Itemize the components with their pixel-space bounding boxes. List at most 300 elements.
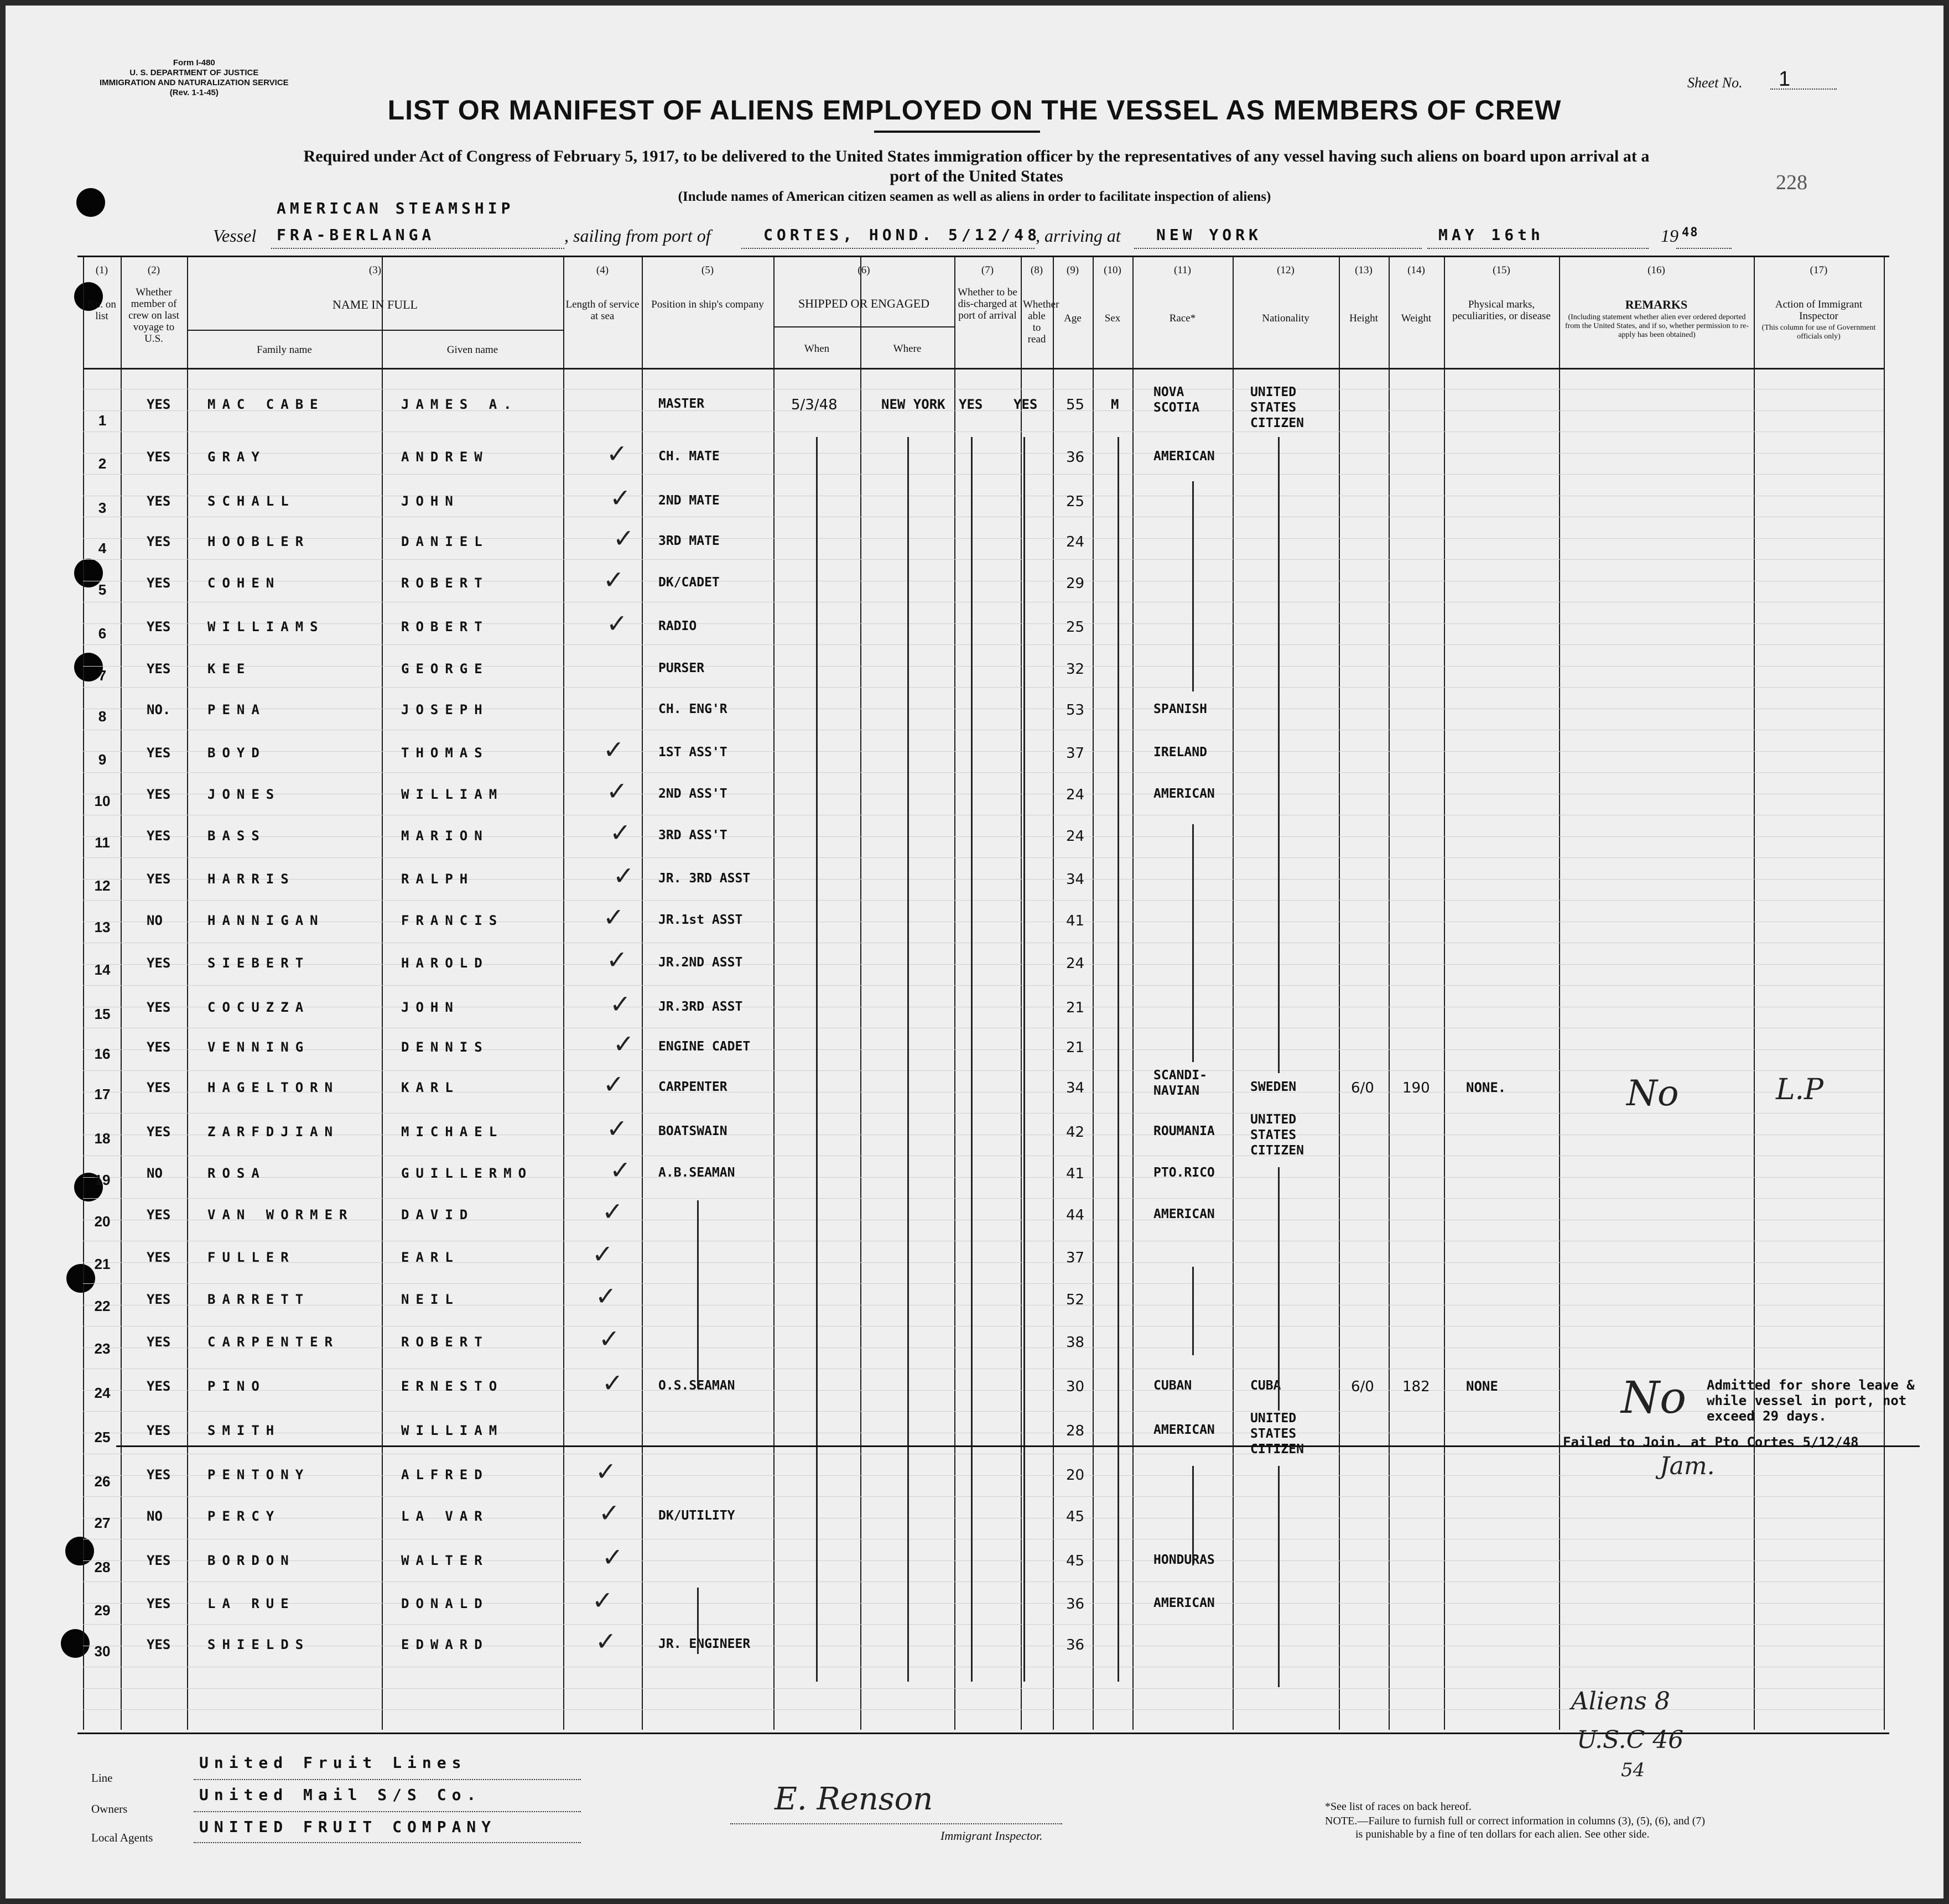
crew-table — [77, 256, 1889, 1734]
cell-age: 37 — [1066, 1250, 1085, 1266]
cell-family: HARRIS — [207, 871, 295, 887]
cell-nat: UNITED STATES CITIZEN — [1250, 1112, 1304, 1158]
cell-age: 20 — [1066, 1467, 1085, 1484]
cell-crew: NO — [147, 1166, 163, 1181]
arrival-date: MAY 16th — [1438, 226, 1544, 244]
check-mark-icon: ✓ — [599, 1498, 620, 1528]
cell-age: 29 — [1066, 575, 1085, 592]
service-name: IMMIGRATION AND NATURALIZATION SERVICE — [100, 78, 289, 87]
row-rule — [83, 772, 1884, 773]
cell-race: AMERICAN — [1153, 1596, 1215, 1610]
cell-race: AMERICAN — [1153, 787, 1215, 801]
row-number: 14 — [94, 961, 111, 978]
cell-given: JAMES A. — [401, 397, 518, 412]
vessel-type: AMERICAN STEAMSHIP — [277, 199, 514, 217]
cell-disch: YES — [959, 397, 983, 412]
cell-crew: YES — [147, 397, 171, 412]
row-rule — [83, 559, 1884, 560]
penalty-note-line2: is punishable by a fine of ten dollars for each alien. See other side. — [1355, 1828, 1650, 1840]
cell-family: PINO — [207, 1378, 266, 1394]
cell-weight: 182 — [1402, 1378, 1430, 1395]
action-row-24: Admitted for shore leave & while vessel in port, not exceed 29 days. — [1707, 1377, 1915, 1424]
cell-nat: UNITED STATES CITIZEN — [1250, 1411, 1304, 1456]
cell-given: DONALD — [401, 1596, 489, 1611]
cell-pos: CARPENTER — [658, 1080, 727, 1094]
cell-given: ROBERT — [401, 1334, 489, 1350]
cell-race: SPANISH — [1153, 702, 1207, 716]
row-rule — [83, 1198, 1884, 1199]
header-number-c16: (16) — [1647, 264, 1665, 276]
row-rule — [83, 431, 1884, 432]
row-number: 28 — [94, 1559, 111, 1575]
row-number: 19 — [94, 1172, 111, 1188]
sheet-line — [1770, 89, 1837, 90]
cell-age: 32 — [1066, 661, 1085, 678]
header-number-c5_num: (5) — [701, 264, 714, 276]
cell-given: GEORGE — [401, 661, 489, 677]
check-mark-icon: ✓ — [603, 735, 625, 764]
form-number: Form I-480 — [173, 58, 215, 67]
cell-crew: YES — [147, 745, 171, 761]
check-mark-icon: ✓ — [613, 1029, 635, 1059]
arrival-date-line — [1427, 248, 1649, 249]
ditto-mark-pos-a — [697, 1200, 699, 1388]
row-number: 22 — [94, 1298, 111, 1314]
header-c6b: Where — [893, 343, 922, 355]
row-number: 4 — [98, 540, 107, 556]
header-number-c10_num: (10) — [1104, 264, 1121, 276]
cell-pos: 3RD MATE — [658, 534, 720, 548]
initials-row-25: Jam. — [1660, 1452, 1715, 1480]
year-suffix: 48 — [1682, 226, 1699, 240]
cell-crew: YES — [147, 1378, 171, 1394]
cell-race: PTO.RICO — [1153, 1166, 1215, 1180]
port-to-line — [1134, 248, 1422, 249]
race-note: *See list of races on back hereof. — [1325, 1801, 1472, 1813]
cell-age: 45 — [1066, 1553, 1085, 1569]
cell-pos: PURSER — [658, 661, 705, 675]
header-c1: No. on list — [87, 299, 116, 322]
row-rule — [83, 410, 1884, 411]
sheet-label: Sheet No. — [1687, 75, 1743, 91]
ditto-mark-discharge — [971, 437, 973, 1682]
check-mark-icon: ✓ — [606, 608, 628, 638]
column-divider — [1021, 257, 1022, 1730]
column-divider — [1053, 257, 1054, 1730]
row-number: 8 — [98, 708, 107, 725]
cell-crew: YES — [147, 1553, 171, 1568]
check-mark-icon: ✓ — [606, 776, 628, 806]
cell-family: SIEBERT — [207, 955, 310, 971]
row-number: 7 — [98, 667, 107, 684]
row-number: 6 — [98, 625, 107, 642]
row-rule — [83, 836, 1884, 837]
row-rule — [83, 964, 1884, 965]
year-line — [1676, 248, 1732, 249]
line-label: Line — [91, 1771, 113, 1785]
cell-given: DAVID — [401, 1207, 475, 1222]
cell-family: PENA — [207, 702, 266, 717]
cell-pos: CH. MATE — [658, 449, 720, 464]
cell-family: BASS — [207, 828, 266, 844]
header-c16: REMARKS — [1625, 298, 1688, 311]
cell-age: 24 — [1066, 828, 1085, 845]
cell-race: AMERICAN — [1153, 1207, 1215, 1221]
cell-crew: YES — [147, 1292, 171, 1307]
check-mark-icon: ✓ — [610, 818, 631, 847]
inspector-label: Immigrant Inspector. — [940, 1829, 1043, 1843]
row-number: 29 — [94, 1602, 111, 1619]
cell-age: 21 — [1066, 1000, 1085, 1016]
cell-pos: JR.3RD ASST — [658, 1000, 743, 1014]
title-underline — [874, 131, 1040, 133]
column-divider — [1093, 257, 1094, 1730]
cell-given: KARL — [401, 1080, 460, 1095]
cell-crew: YES — [147, 871, 171, 887]
cell-given: ALFRED — [401, 1467, 489, 1482]
row-number: 26 — [94, 1473, 111, 1490]
cell-given: ROBERT — [401, 619, 489, 634]
header-number-c17: (17) — [1810, 264, 1828, 276]
cell-family: HANNIGAN — [207, 913, 325, 928]
cell-given: MARION — [401, 828, 489, 844]
cell-family: PERCY — [207, 1508, 281, 1524]
cell-given: RALPH — [401, 871, 475, 887]
cell-nat: CUBA — [1250, 1378, 1281, 1393]
header-number-c1_num: (1) — [95, 264, 108, 276]
cell-pos: MASTER — [658, 397, 705, 411]
ditto-mark-sex — [1118, 437, 1119, 1682]
cell-crew: YES — [147, 575, 171, 591]
check-mark-icon: ✓ — [603, 1069, 625, 1099]
cell-age: 34 — [1066, 871, 1085, 888]
cell-pos: ENGINE CADET — [658, 1039, 751, 1054]
cell-pos: 2ND MATE — [658, 493, 720, 508]
cell-given: DENNIS — [401, 1039, 489, 1055]
cell-age: 24 — [1066, 534, 1085, 550]
header-number-c3: (3) — [368, 264, 382, 276]
header-number-c7_num: (7) — [981, 264, 994, 276]
remark-row-17: No — [1626, 1073, 1679, 1114]
cell-age: 37 — [1066, 745, 1085, 762]
row-rule — [83, 1070, 1884, 1071]
ditto-mark-nat-c — [1278, 1466, 1280, 1687]
ditto-mark-pos-b — [697, 1588, 699, 1654]
row-rule — [83, 1624, 1884, 1625]
header-c4: Length of service at sea — [565, 299, 640, 322]
cell-race: ROUMANIA — [1153, 1124, 1215, 1138]
check-mark-icon: ✓ — [602, 1542, 623, 1572]
cell-age: 42 — [1066, 1124, 1085, 1141]
row-number: 13 — [94, 919, 111, 935]
header-c7: Whether to be dis-charged at port of arrival — [958, 287, 1017, 321]
cell-race: AMERICAN — [1153, 1423, 1215, 1437]
header-c15: Physical marks, peculiarities, or disease — [1452, 299, 1551, 322]
cell-age: 36 — [1066, 449, 1085, 466]
header-number-c4_num: (4) — [596, 264, 609, 276]
cell-given: WILLIAM — [401, 787, 504, 802]
cell-crew: YES — [147, 534, 171, 549]
include-note: (Include names of American citizen seamen as well as aliens in order to facilitate inspection of aliens) — [678, 189, 1271, 204]
cell-family: MAC CABE — [207, 397, 325, 412]
cell-given: ERNESTO — [401, 1378, 504, 1394]
cell-given: MICHAEL — [401, 1124, 504, 1140]
cell-age: 38 — [1066, 1334, 1085, 1351]
header-number-c11_num: (11) — [1174, 264, 1191, 276]
cell-crew: NO — [147, 913, 163, 928]
row-number: 9 — [98, 751, 107, 768]
header-c11: Race* — [1169, 313, 1196, 324]
cell-given: EDWARD — [401, 1637, 489, 1652]
cell-age: 55 — [1066, 397, 1085, 413]
cell-pos: JR. 3RD ASST — [658, 871, 751, 886]
cell-race: HONDURAS — [1153, 1553, 1215, 1567]
cell-given: GUILLERMO — [401, 1166, 533, 1181]
row-number: 20 — [94, 1213, 111, 1230]
cell-family: ROSA — [207, 1166, 266, 1181]
column-divider — [1339, 257, 1340, 1730]
cell-race: NOVA SCOTIA — [1153, 385, 1200, 415]
vessel-label: Vessel — [213, 226, 257, 246]
requirement-text — [133, 147, 1820, 186]
check-mark-icon: ✓ — [610, 989, 631, 1019]
column-divider — [563, 257, 564, 1730]
cell-pos: BOATSWAIN — [658, 1124, 727, 1138]
check-mark-icon: ✓ — [595, 1281, 617, 1311]
cell-crew: YES — [147, 449, 171, 465]
cell-crew: NO. — [147, 702, 171, 717]
cell-age: 24 — [1066, 787, 1085, 803]
agents-rule — [194, 1842, 581, 1843]
port-from-line — [741, 248, 1035, 249]
cell-pos: CH. ENG'R — [658, 702, 727, 716]
check-mark-icon: ✓ — [610, 1155, 631, 1185]
cell-crew: YES — [147, 1207, 171, 1222]
cell-family: VENNING — [207, 1039, 310, 1055]
column-divider — [382, 257, 383, 1730]
header-c3: NAME IN FULL — [332, 298, 418, 311]
row-rule — [83, 687, 1884, 688]
cell-pos: O.S.SEAMAN — [658, 1378, 735, 1393]
header-c3b: Given name — [446, 344, 498, 356]
cell-given: ROBERT — [401, 575, 489, 591]
cell-race: IRELAND — [1153, 745, 1207, 759]
header-number-c15_num: (15) — [1493, 264, 1510, 276]
row-rule — [83, 1262, 1884, 1263]
header-c6a: When — [804, 343, 830, 355]
header-c9: Age — [1064, 313, 1082, 324]
form-revision: (Rev. 1-1-45) — [169, 88, 219, 97]
cell-crew: YES — [147, 828, 171, 844]
ditto-mark-when — [816, 437, 818, 1682]
penalty-note-line1: NOTE.—Failure to furnish full or correct information in columns (3), (5), (6), and (7) — [1325, 1815, 1706, 1827]
cell-age: 25 — [1066, 493, 1085, 510]
row-number: 27 — [94, 1515, 111, 1531]
row-number: 23 — [94, 1340, 111, 1357]
row-number: 3 — [98, 500, 107, 516]
cell-given: ANDREW — [401, 449, 489, 465]
row-rule — [83, 1113, 1884, 1114]
column-divider — [1559, 257, 1560, 1730]
cell-age: 25 — [1066, 619, 1085, 636]
cell-crew: YES — [147, 1596, 171, 1611]
cell-crew: YES — [147, 1080, 171, 1095]
cell-family: PENTONY — [207, 1467, 310, 1482]
cell-family: LA RUE — [207, 1596, 295, 1611]
cell-family: COCUZZA — [207, 1000, 310, 1015]
ditto-mark-race-c — [1192, 1267, 1194, 1355]
cell-where: NEW YORK — [881, 397, 945, 412]
column-divider — [860, 257, 861, 1730]
header-c14: Weight — [1401, 313, 1432, 324]
header-c12: Nationality — [1262, 313, 1309, 324]
cell-family: JONES — [207, 787, 281, 802]
row-rule — [83, 1603, 1884, 1604]
header-c10: Sex — [1104, 313, 1121, 324]
row-rule — [83, 623, 1884, 624]
check-mark-icon: ✓ — [606, 1114, 628, 1143]
year-prefix: 19 — [1661, 226, 1678, 246]
tally-usc: U.S.C 46 — [1577, 1726, 1684, 1754]
cell-race: AMERICAN — [1153, 449, 1215, 464]
check-mark-icon: ✓ — [613, 523, 635, 553]
ditto-mark-race-d — [1192, 1466, 1194, 1565]
column-divider — [83, 257, 84, 1730]
ditto-mark-race-a — [1192, 481, 1194, 691]
row-rule — [83, 857, 1884, 858]
row-number: 16 — [94, 1045, 111, 1062]
row-rule — [83, 644, 1884, 645]
manifest-page — [6, 6, 1943, 1898]
cell-family: HOOBLER — [207, 534, 310, 549]
header-number-c2_num: (2) — [147, 264, 160, 276]
row-number: 17 — [94, 1086, 111, 1102]
cell-age: 52 — [1066, 1292, 1085, 1308]
cell-crew: YES — [147, 1000, 171, 1015]
cell-pos: A.B.SEAMAN — [658, 1166, 735, 1180]
cell-given: WALTER — [401, 1553, 489, 1568]
column-divider — [1444, 257, 1445, 1730]
cell-crew: YES — [147, 1039, 171, 1055]
cell-age: 53 — [1066, 702, 1085, 719]
header-number-c14_num: (14) — [1407, 264, 1425, 276]
agents-label: Local Agents — [91, 1831, 153, 1844]
port-from: CORTES, HOND. 5/12/48 — [763, 226, 1041, 244]
row-rule — [773, 326, 954, 327]
cell-crew: YES — [147, 1124, 171, 1140]
ditto-mark-nat-b — [1278, 1167, 1280, 1411]
row-rule — [83, 1049, 1884, 1050]
cell-pos: DK/CADET — [658, 575, 720, 590]
cell-pos: 2ND ASS'T — [658, 787, 727, 801]
row-number: 2 — [98, 455, 107, 472]
header-c3a: Family name — [257, 344, 312, 356]
cell-height: 6/0 — [1351, 1378, 1374, 1395]
owners-label: Owners — [91, 1802, 128, 1815]
check-mark-icon: ✓ — [592, 1585, 614, 1615]
inspector-signature: E. Renson — [775, 1781, 933, 1817]
check-mark-icon: ✓ — [602, 1196, 623, 1226]
cell-family: KEE — [207, 661, 252, 677]
row-number: 18 — [94, 1130, 111, 1147]
header-c5: Position in ship's company — [651, 299, 764, 310]
owners-value: United Mail S/S Co. — [199, 1786, 482, 1804]
row-number: 30 — [94, 1643, 111, 1660]
header-number-c12_num: (12) — [1277, 264, 1295, 276]
row-rule — [83, 1496, 1884, 1497]
row-number: 11 — [95, 834, 110, 851]
check-mark-icon: ✓ — [595, 1456, 617, 1486]
column-divider — [642, 257, 643, 1730]
header-number-c8_num: (8) — [1030, 264, 1043, 276]
arriving-label: , arriving at — [1036, 226, 1121, 246]
ditto-mark-where — [907, 437, 909, 1682]
row-rule — [83, 900, 1884, 901]
row-rule — [83, 453, 1884, 454]
cell-family: COHEN — [207, 575, 281, 591]
cell-race: SCANDI- NAVIAN — [1153, 1068, 1207, 1098]
column-divider — [1233, 257, 1234, 1730]
cell-family: ZARFDJIAN — [207, 1124, 340, 1140]
requirement-line2: port of the United States — [890, 167, 1063, 185]
row-rule — [83, 538, 1884, 539]
cell-weight: 190 — [1402, 1080, 1430, 1096]
cell-given: EARL — [401, 1250, 460, 1265]
column-divider — [1132, 257, 1134, 1730]
column-divider — [121, 257, 122, 1730]
cell-given: THOMAS — [401, 745, 489, 761]
cell-crew: YES — [147, 955, 171, 971]
requirement-line1: Required under Act of Congress of February 5, 1917, to be delivered to the United States immigration officer by the representatives of any vessel having such aliens on board upon arrival at a — [303, 147, 1650, 165]
cell-family: BARRETT — [207, 1292, 310, 1307]
cell-pos: 3RD ASS'T — [658, 828, 727, 842]
cell-pos: JR.1st ASST — [658, 913, 743, 927]
row-number: 21 — [94, 1256, 111, 1272]
cell-age: 24 — [1066, 955, 1085, 972]
cell-crew: YES — [147, 619, 171, 634]
cell-family: SHIELDS — [207, 1637, 310, 1652]
cell-pos: 1ST ASS'T — [658, 745, 727, 759]
ditto-mark-read — [1023, 437, 1025, 1682]
row-number: 12 — [94, 877, 111, 894]
check-mark-icon: ✓ — [606, 945, 628, 975]
check-mark-icon: ✓ — [592, 1239, 614, 1269]
cell-family: WILLIAMS — [207, 619, 325, 634]
cell-family: GRAY — [207, 449, 266, 465]
department-name: U. S. DEPARTMENT OF JUSTICE — [129, 68, 259, 77]
column-divider — [1389, 257, 1390, 1730]
agents-value: UNITED FRUIT COMPANY — [199, 1818, 497, 1836]
cell-age: 45 — [1066, 1508, 1085, 1525]
vessel-line — [271, 248, 564, 249]
cell-read: YES — [1014, 397, 1038, 412]
cell-age: 36 — [1066, 1637, 1085, 1653]
cell-family: HAGELTORN — [207, 1080, 340, 1095]
row-rule — [83, 1411, 1884, 1412]
cell-family: BORDON — [207, 1553, 295, 1568]
cell-height: 6/0 — [1351, 1080, 1374, 1096]
ditto-mark-race-b — [1192, 824, 1194, 1062]
cell-sex: M — [1111, 397, 1119, 412]
cell-crew: NO — [147, 1508, 163, 1524]
check-mark-icon: ✓ — [606, 439, 628, 469]
cell-age: 41 — [1066, 1166, 1085, 1182]
header-c8: Whether able to read — [1023, 299, 1059, 345]
page-title: LIST OR MANIFEST OF ALIENS EMPLOYED ON THE VESSEL AS MEMBERS OF CREW — [387, 95, 1562, 126]
row-number: 25 — [94, 1429, 111, 1445]
row-rule — [83, 1390, 1884, 1391]
cell-pos: JR.2ND ASST — [658, 955, 743, 970]
